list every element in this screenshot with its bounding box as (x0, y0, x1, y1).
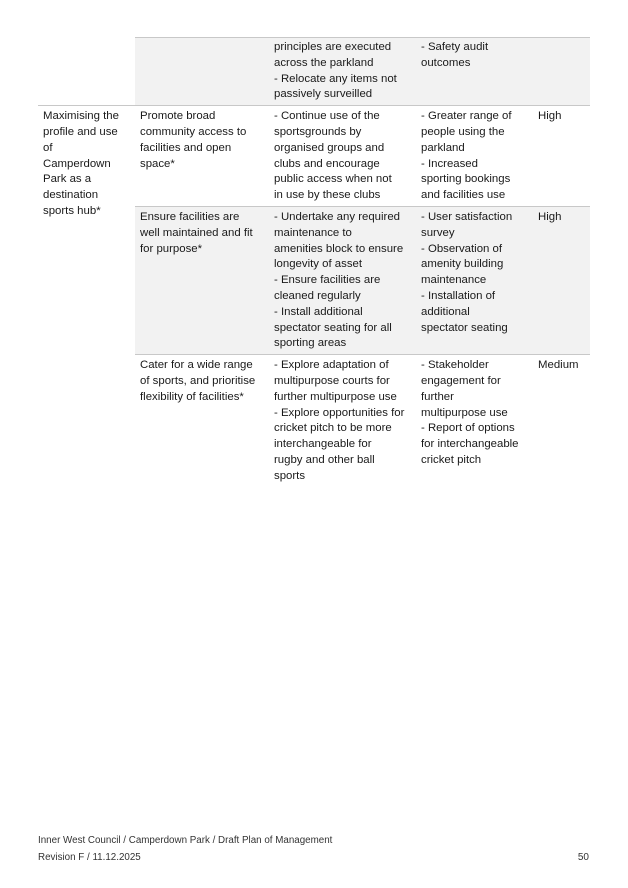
action-cell: Cater for a wide range of sports, and prioritise flexibility of facilities* (140, 359, 256, 403)
measure-cell: - Safety audit outcomes (416, 37, 533, 105)
objective-cell: Maximising the profile and use of Camperdown Park as a destination sports hub* (43, 110, 119, 217)
table-row (38, 37, 590, 105)
task-cell: - Undertake any required maintenance to amenities block to ensure longevity of asset - Ensure facilities are cleaned regularly - Install additional spectator seating for all sporting areas (269, 207, 416, 354)
footer-revision: Revision F / 11.12.2025 (38, 852, 141, 863)
measure-cell: - Greater range of people using the parkland - Increased sporting bookings and facilities use (421, 110, 512, 202)
task-cell: - Explore adaptation of multipurpose courts for further multipurpose use - Explore opportunities for cricket pitch to be more interchangeable for rugby and other ball sports (274, 359, 405, 482)
objective-actions (135, 106, 590, 486)
priority-cell: High (538, 110, 562, 123)
footer-document-title: Inner West Council / Camperdown Park / Draft Plan of Management (38, 835, 333, 846)
table-row (135, 206, 590, 354)
priority-cell: Medium (538, 359, 579, 372)
action-cell: Ensure facilities are well maintained and fit for purpose* (135, 207, 269, 354)
priority-cell: High (533, 207, 590, 354)
objective-group (38, 105, 590, 486)
table-row (135, 354, 590, 486)
action-cell (135, 37, 269, 105)
page-number: 50 (577, 852, 589, 863)
row-divider (135, 37, 590, 38)
task-cell: principles are executed across the parkland - Relocate any items not passively surveilled (269, 37, 416, 105)
objective-cell (38, 37, 135, 105)
priority-cell (533, 37, 590, 105)
action-cell: Promote broad community access to facilities and open space* (140, 110, 247, 170)
measure-cell: - User satisfaction survey - Observation of amenity building maintenance - Installation of additional spectator seating (416, 207, 533, 354)
task-cell: - Continue use of the sportsgrounds by organised groups and clubs and encourage public access when not in use by these clubs (274, 110, 392, 202)
plan-table (38, 37, 590, 487)
measure-cell: - Stakeholder engagement for further multipurpose use - Report of options for interchangeable cricket pitch (421, 359, 519, 466)
table-row (135, 106, 590, 206)
